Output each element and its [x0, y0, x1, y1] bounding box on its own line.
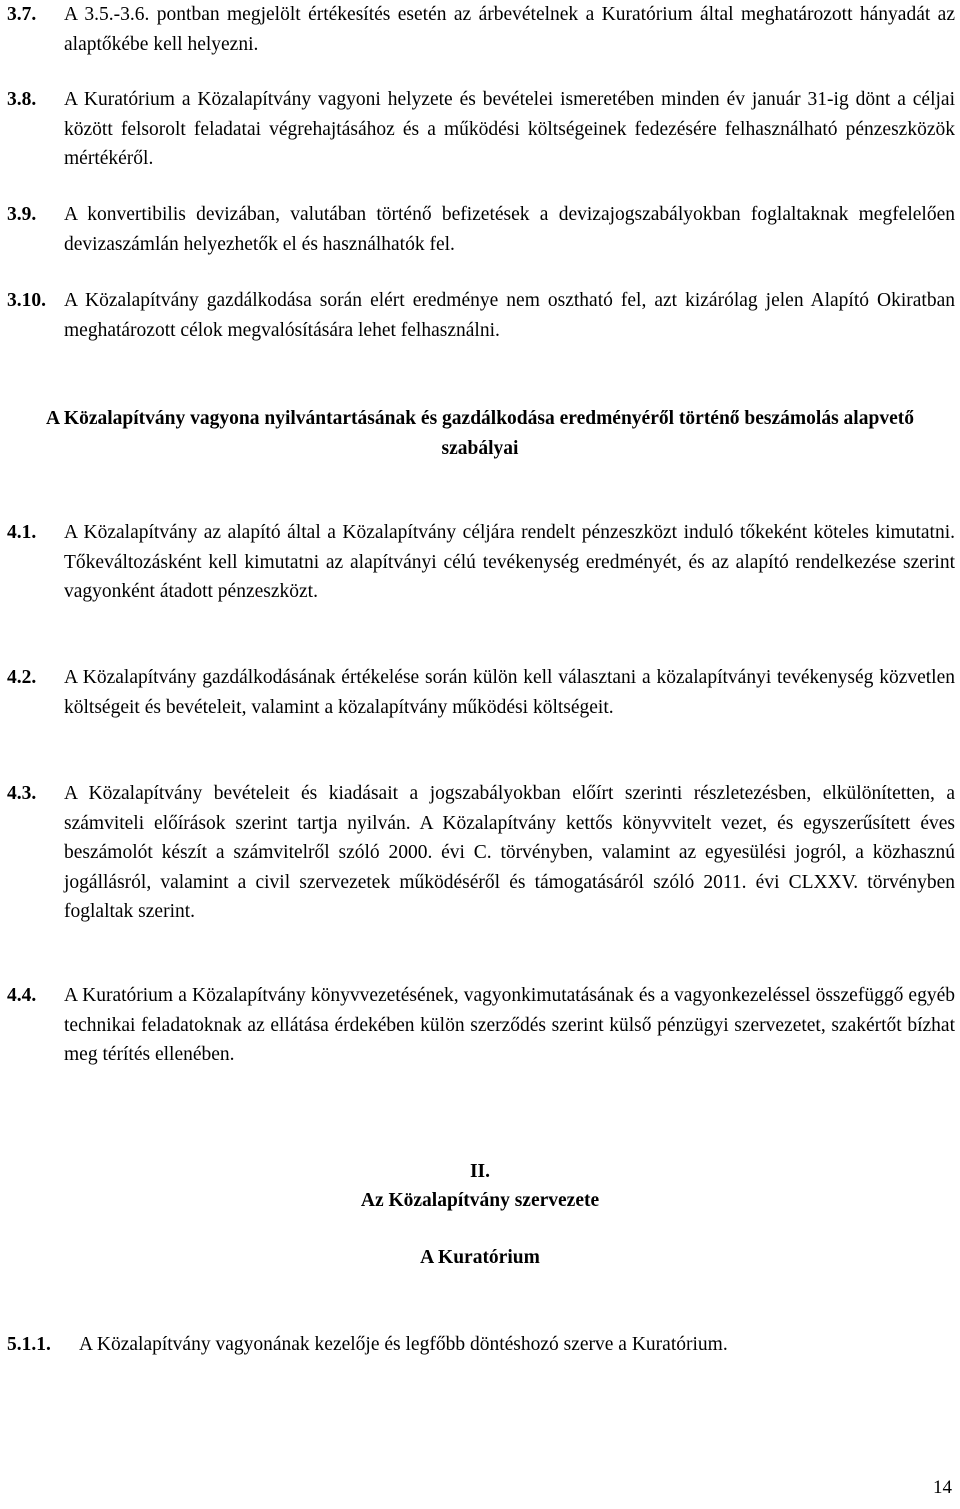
paragraph-3-7 [7, 0, 955, 59]
chapter-number: II. [469, 1161, 491, 1182]
paragraph-number: 3.7. [7, 4, 37, 25]
paragraph-3-8 [7, 85, 955, 174]
paragraph-text: A Kuratórium a Közalapítvány vagyoni helyzete és bevételei ismeretében minden év január 31-ig dönt a céljai között felsorolt feladatai végrehajtásához és a működési költségeinek fedezésére felhasználható pénzeszközök mértékéről. [64, 89, 955, 169]
subchapter-title: A Kuratórium [420, 1247, 540, 1268]
paragraph-4-1 [7, 518, 955, 607]
paragraph-text: A Közalapítvány gazdálkodása során elért eredménye nem osztható fel, azt kizárólag jelen Alapító Okiratban meghatározott célok megvalósítására lehet felhasználni. [64, 290, 955, 341]
paragraph-number: 3.8. [7, 89, 37, 110]
chapter-title: Az Közalapítvány szervezete [360, 1190, 600, 1211]
paragraph-3-9 [7, 200, 955, 259]
paragraph-3-10 [7, 286, 955, 345]
paragraph-number: 4.4. [7, 985, 37, 1006]
paragraph-4-2 [7, 663, 955, 722]
paragraph-text: A Közalapítvány bevételeit és kiadásait a jogszabályokban előírt szerinti részletezésben, elkülönítetten, a számviteli előírások szerint tartja nyilván. A Közalapítvány kettős könyvvitelt vezet, és egyszerűsített éves beszámolót készít a számvitelről szóló 2000. évi C. törvényben, valamint az egyesülési jogról, a közhasznú jogállásról, valamint a civil szervezetek működéséről és támogatásáról szóló 2011. évi CLXXV. törvényben foglaltak szerint. [64, 783, 955, 922]
paragraph-text: A konvertibilis devizában, valutában történő befizetések a devizajogszabályokban foglaltaknak megfelelően devizaszámlán helyezhetők el és használhatók fel. [64, 204, 955, 255]
paragraph-number: 3.10. [7, 290, 46, 311]
paragraph-number: 4.1. [7, 522, 37, 543]
paragraph-text: A Közalapítvány vagyonának kezelője és legfőbb döntéshozó szerve a Kuratórium. [79, 1334, 728, 1355]
paragraph-text: A Közalapítvány gazdálkodásának értékelése során külön kell választani a közalapítványi tevékenység közvetlen költségeit és bevételeit, valamint a közalapítvány működési költségeit. [64, 667, 955, 718]
paragraph-number: 5.1.1. [7, 1334, 51, 1355]
paragraph-4-3 [7, 779, 955, 927]
paragraph-number: 3.9. [7, 204, 37, 225]
paragraph-text: A Kuratórium a Közalapítvány könyvvezetésének, vagyonkimutatásának és a vagyonkezeléssel összefüggő egyéb technikai feladatoknak az ellátása érdekében külön szerződés szerint külső pénzügyi szervezetet, szakértőt bízhat meg térítés ellenében. [64, 985, 955, 1065]
paragraph-number: 4.2. [7, 667, 37, 688]
paragraph-text: A 3.5.-3.6. pontban megjelölt értékesítés esetén az árbevételnek a Kuratórium által meghatározott hányadát az alaptőkébe kell helyezni. [64, 4, 955, 55]
paragraph-number: 4.3. [7, 783, 37, 804]
paragraph-text: A Közalapítvány az alapító által a Közalapítvány céljára rendelt pénzeszközt induló tőkeként köteles kimutatni. Tőkeváltozásként kell kimutatni az alapítványi célú tevékenység eredményét, és az alapító rendelkezése szerint vagyonként átadott pénzeszközt. [64, 522, 955, 602]
paragraph-5-1-1 [7, 1330, 955, 1360]
section-heading: A Közalapítvány vagyona nyilvántartásának és gazdálkodása eredményéről történő beszámolás alapvető szabályai [46, 408, 914, 459]
page-number: 14 [933, 1477, 952, 1498]
paragraph-4-4 [7, 981, 955, 1070]
